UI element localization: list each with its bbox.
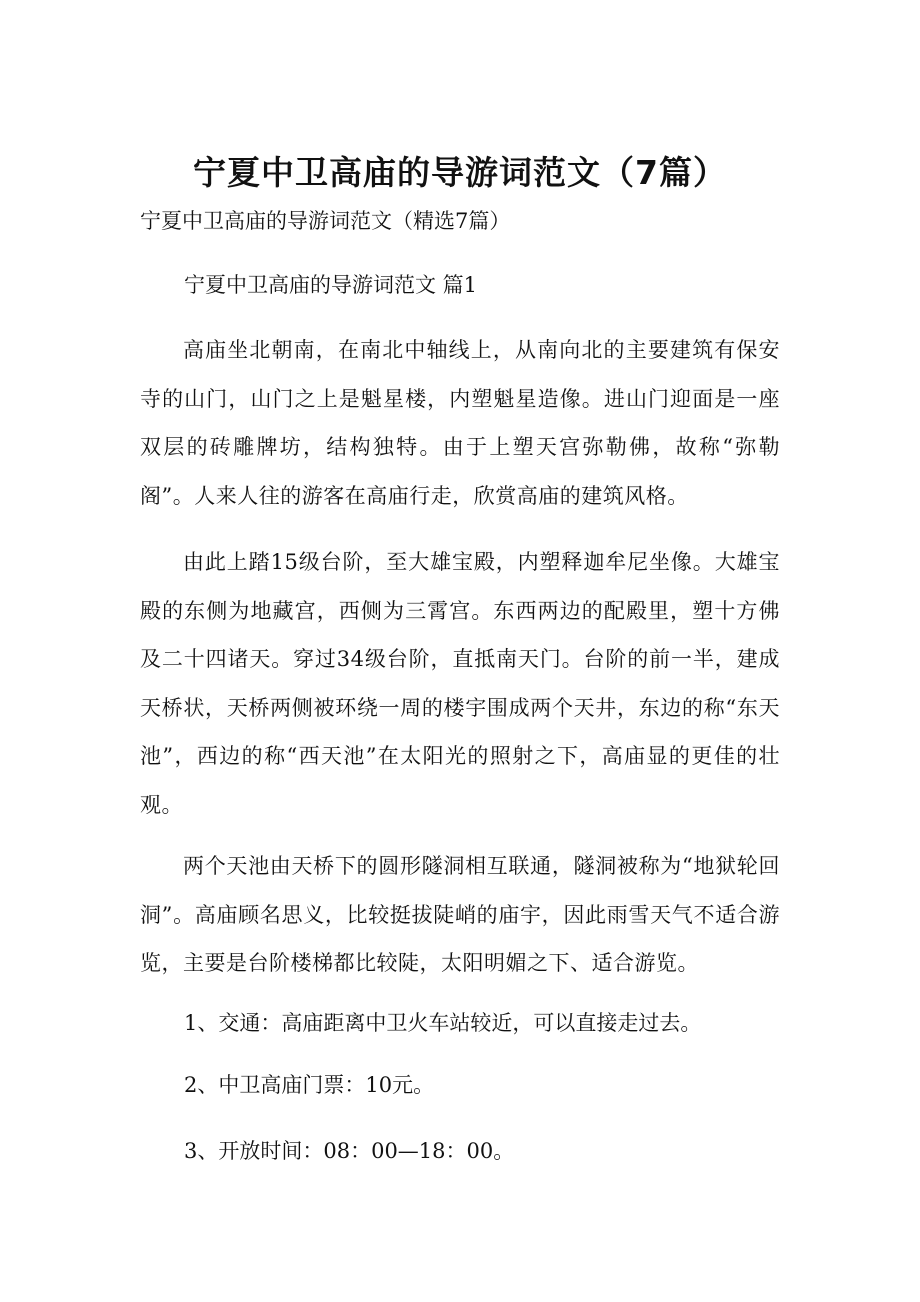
document-subtitle: 宁夏中卫高庙的导游词范文（精选7篇） xyxy=(140,209,511,233)
info-item-transport: 1、交通：高庙距离中卫火车站较近，可以直接走过去。 xyxy=(184,1011,702,1035)
body-paragraph: 由此上踏15级台阶，至大雄宝殿，内塑释迦牟尼坐像。大雄宝殿的东侧为地藏宫，西侧为三霄宫。东西两边的配殿里，塑十方佛及二十四诸天。穿过34级台阶，直抵南天门。台阶的前一半，建成天桥状，天桥两侧被环绕一周的楼宇围成两个天井，东边的称“东天池”，西边的称“西天池”在太阳光的照射之下，高庙显的更佳的壮观。 xyxy=(140,550,780,817)
body-paragraph: 高庙坐北朝南，在南北中轴线上，从南向北的主要建筑有保安寺的山门，山门之上是魁星楼，内塑魁星造像。进山门迎面是一座双层的砖雕牌坊，结构独特。由于上塑天宫弥勒佛，故称“弥勒阁”。人来人往的游客在高庙行走，欣赏高庙的建筑风格。 xyxy=(140,338,780,508)
body-paragraph: 两个天池由天桥下的圆形隧洞相互联通，隧洞被称为“地狱轮回洞”。高庙顾名思义，比较挺拔陡峭的庙宇，因此雨雪天气不适合游览，主要是台阶楼梯都比较陡，太阳明媚之下、适合游览。 xyxy=(140,854,780,975)
document-title: 宁夏中卫高庙的导游词范文（7篇） xyxy=(193,153,727,192)
info-item-ticket: 2、中卫高庙门票：10元。 xyxy=(184,1073,435,1097)
info-item-hours: 3、开放时间：08：00—18：00。 xyxy=(184,1139,515,1163)
section-heading: 宁夏中卫高庙的导游词范文 篇1 xyxy=(184,273,478,297)
